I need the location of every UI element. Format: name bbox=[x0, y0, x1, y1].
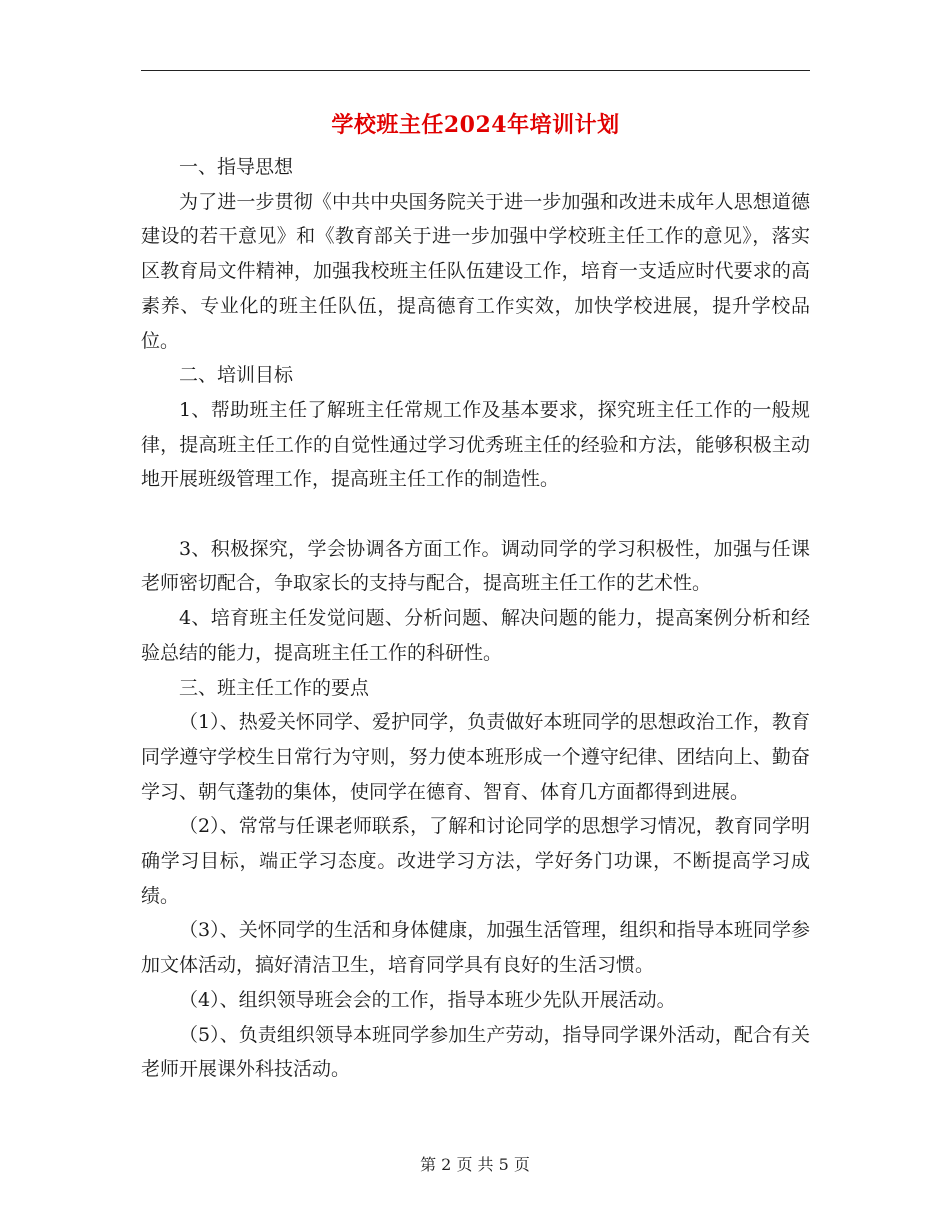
document-title: 学校班主任2024年培训计划 bbox=[331, 112, 620, 138]
document-body bbox=[141, 150, 810, 1087]
section-heading-guiding-thought: 一、指导思想 bbox=[179, 156, 294, 178]
paragraph-goal-4: 4、培育班主任发觉问题、分析问题、解决问题的能力，提高案例分析和经验总结的能力，提高班主任工作的科研性。 bbox=[141, 607, 810, 664]
section-heading-training-goals: 二、培训目标 bbox=[179, 364, 294, 387]
section-heading-work-points: 三、班主任工作的要点 bbox=[179, 676, 370, 699]
page-number-footer: 第 2 页 共 5 页 bbox=[420, 1155, 530, 1174]
header-rule bbox=[141, 70, 810, 71]
blank-line bbox=[141, 497, 810, 532]
paragraph-goal-3: 3、积极探究，学会协调各方面工作。调动同学的学习积极性，加强与任课老师密切配合，争取家长的支持与配合，提高班主任工作的艺术性。 bbox=[141, 537, 810, 595]
paragraph-point-2: （2）、常常与任课老师联系，了解和讨论同学的思想学习情况，教育同学明确学习目标，端正学习态度。改进学习方法，学好务门功课，不断提高学习成绩。 bbox=[141, 815, 810, 907]
paragraph-point-4: （4）、组织领导班会会的工作，指导本班少先队开展活动。 bbox=[179, 988, 676, 1011]
paragraph-goal-1: 1、帮助班主任了解班主任常规工作及基本要求，探究班主任工作的一般规律，提高班主任工作的自觉性通过学习优秀班主任的经验和方法，能够积极主动地开展班级管理工作，提高班主任工作的制造性。 bbox=[141, 398, 810, 491]
paragraph-point-5: （5）、负责组织领导本班同学参加生产劳动，指导同学课外活动，配合有关老师开展课外科技活动。 bbox=[141, 1023, 810, 1081]
paragraph-point-1: （1）、热爱关怀同学、爱护同学，负责做好本班同学的思想政治工作，教育同学遵守学校生日常行为守则，努力使本班形成一个遵守纪律、团结向上、勤奋学习、朝气蓬勃的集体，使同学在德育、智育、体育几方面都得到进展。 bbox=[141, 711, 810, 803]
paragraph-guiding-thought: 为了进一步贯彻《中共中央国务院关于进一步加强和改进未成年人思想道德建设的若干意见》和《教育部关于进一步加强中学校班主任工作的意见》，落实区教育局文件精神，加强我校班主任队伍建设工作，培育一支适应时代要求的高素养、专业化的班主任队伍，提高德育工作实效，加快学校进展，提升学校品位。 bbox=[141, 190, 810, 352]
paragraph-point-3: （3）、关怀同学的生活和身体健康，加强生活管理，组织和指导本班同学参加文体活动，搞好清洁卫生，培育同学具有良好的生活习惯。 bbox=[141, 919, 810, 977]
